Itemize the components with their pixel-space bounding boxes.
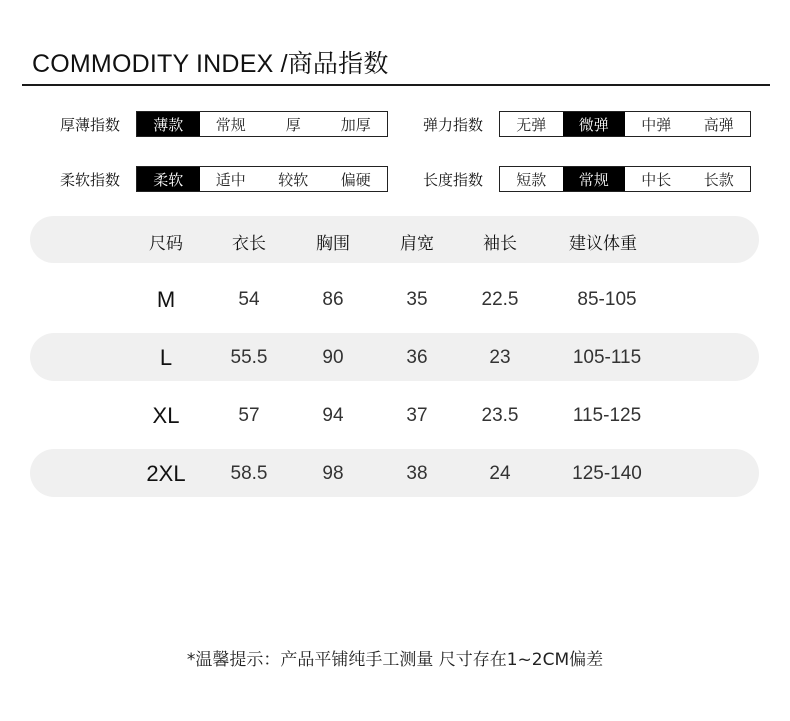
index-thickness [60,111,388,137]
table-cell: 90 [322,347,344,368]
index-option: 微弹 [563,112,626,136]
index-option: 偏硬 [340,170,371,189]
index-option: 高弹 [703,115,734,134]
table-cell: 115-125 [572,405,642,426]
index-elasticity [423,111,751,137]
index-softness [60,166,388,192]
index-label: 长度指数 [423,170,484,189]
table-header-weight: 建议体重 [569,234,637,254]
table-cell: 23 [489,347,511,368]
table-cell: 85-105 [577,289,637,310]
index-option: 适中 [215,170,246,189]
table-cell: 35 [406,289,428,310]
table-cell: 125-140 [572,463,642,484]
index-option: 柔软 [137,167,200,191]
index-option: 无弹 [516,115,547,134]
table-cell: 37 [406,405,428,426]
table-cell: 36 [406,347,428,368]
table-cell: 54 [238,289,260,310]
table-row-band [30,449,759,497]
index-options [499,111,751,137]
table-cell: 57 [238,405,260,426]
table-cell-size: XL [152,403,180,428]
index-option: 中长 [641,170,672,189]
index-option: 长款 [703,170,734,189]
table-header-shoulder: 肩宽 [400,234,434,254]
table-cell: 94 [322,405,344,426]
table-cell: 55.5 [230,347,268,368]
index-option: 常规 [563,167,626,191]
table-header-size: 尺码 [149,234,183,254]
table-header-length: 衣长 [232,234,266,254]
table-row-band [30,333,759,381]
index-label: 柔软指数 [60,170,121,189]
index-option: 加厚 [340,115,371,134]
table-header-band [30,216,759,263]
table-cell: 24 [489,463,511,484]
index-option: 中弹 [641,115,672,134]
table-cell: 98 [322,463,344,484]
index-option: 常规 [215,115,246,134]
index-label: 弹力指数 [423,115,484,134]
table-cell: 105-115 [572,347,642,368]
table-cell: 58.5 [230,463,268,484]
table-header-chest: 胸围 [316,234,350,254]
index-options [136,111,388,137]
index-option: 厚 [285,115,301,134]
table-cell: 38 [406,463,428,484]
table-cell: 22.5 [481,289,519,310]
table-cell: 23.5 [481,405,519,426]
table-cell-size: 2XL [146,461,186,486]
table-cell-size: M [156,287,176,312]
table-header-sleeve: 袖长 [483,234,517,254]
title-divider [22,84,770,86]
index-option: 较软 [278,170,309,189]
index-option: 短款 [516,170,547,189]
table-cell: 86 [322,289,344,310]
index-length [423,166,751,192]
measurement-note: *温馨提示：产品平铺纯手工测量 尺寸存在1~2CM偏差 [186,650,604,670]
table-cell-size: L [159,345,173,370]
page-title: COMMODITY INDEX /商品指数 [32,50,389,78]
index-options [499,166,751,192]
index-label: 厚薄指数 [60,115,121,134]
index-option: 薄款 [137,112,200,136]
index-options [136,166,388,192]
